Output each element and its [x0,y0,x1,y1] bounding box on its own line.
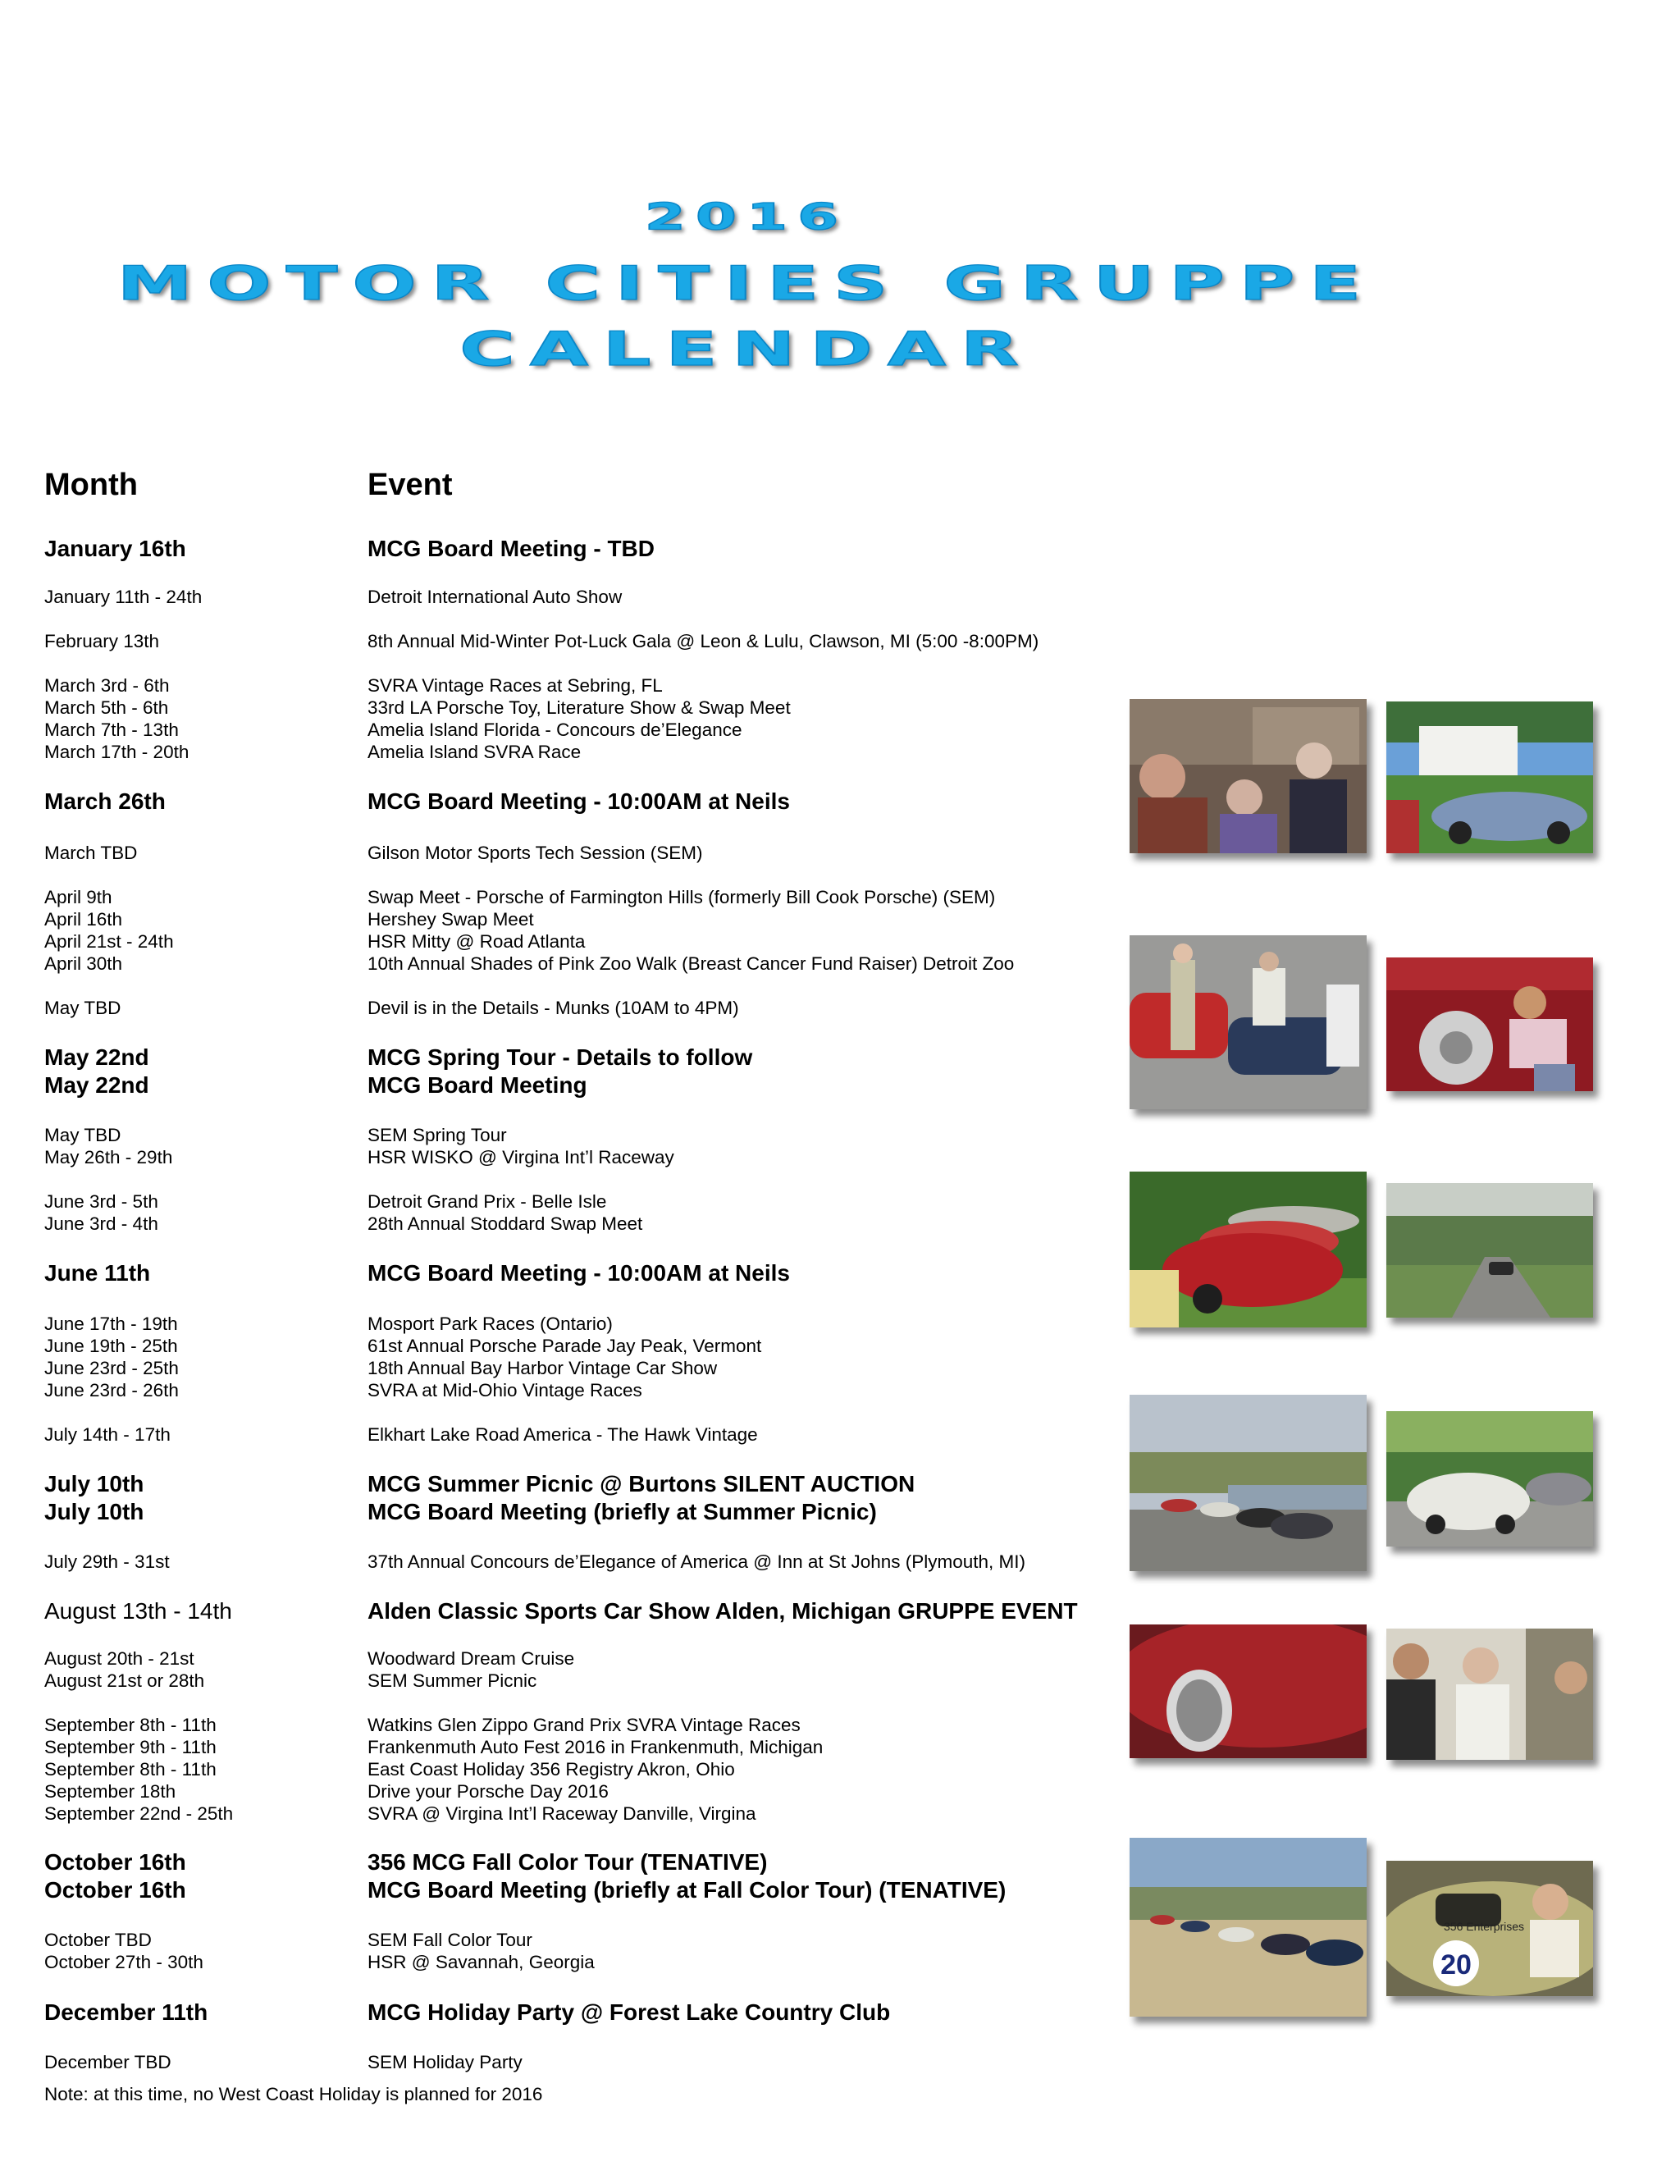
calendar-row [0,1071,1116,1099]
row-event: MCG Board Meeting (briefly at Fall Color Tour) (TENATIVE) [368,1877,1007,1903]
convertible-lawn-photo [1386,701,1593,853]
row-event: MCG Spring Tour - Details to follow [368,1044,753,1070]
red-porsche-row-photo [1130,1172,1367,1327]
calendar-row [0,1259,1116,1287]
row-event: Mosport Park Races (Ontario) [368,1314,613,1334]
row-month: September 22nd - 25th [44,1803,234,1824]
calendar-row [0,2051,1116,2073]
row-month: July 14th - 17th [44,1424,171,1445]
row-month: May 26th - 29th [44,1147,173,1167]
row-month: April 30th [44,953,123,974]
calendar-row [0,1951,1116,1973]
parking-lot-crowd-photo [1130,935,1367,1109]
row-month: June 3rd - 4th [44,1213,158,1234]
row-event: Amelia Island SVRA Race [368,742,582,762]
row-event: SEM Fall Color Tour [368,1930,532,1950]
calendar-row [0,1848,1116,1876]
row-event: SEM Summer Picnic [368,1670,537,1691]
row-month: August 13th - 14th [44,1598,232,1624]
beach-cars-photo [1130,1838,1367,2017]
calendar-row [0,953,1116,975]
row-event: Amelia Island Florida - Concours de’Elegance [368,720,742,740]
calendar-row [0,741,1116,763]
calendar-row [0,1190,1116,1213]
calendar-row [0,1714,1116,1736]
row-month: June 3rd - 5th [44,1191,158,1212]
row-month: May 22nd [44,1072,149,1098]
calendar-row [0,630,1116,652]
row-event: 10th Annual Shades of Pink Zoo Walk (Breast Cancer Fund Raiser) Detroit Zoo [368,953,1015,974]
calendar-row [0,1802,1116,1825]
calendar-row [0,1313,1116,1335]
row-event: MCG Holiday Party @ Forest Lake Country Club [368,1999,891,2025]
footnote: Note: at this time, no West Coast Holiday is planned for 2016 [44,2084,543,2104]
row-month: April 9th [44,887,112,907]
row-month: October 16th [44,1877,186,1903]
row-event: SEM Holiday Party [368,2052,523,2072]
calendar-row [0,1213,1116,1235]
race-car-number-20-photo [1386,1861,1593,1996]
title-main: MOTOR CITIES GRUPPE [116,256,1376,311]
row-month: May TBD [44,1125,121,1145]
calendar-row [0,997,1116,1019]
row-event: MCG Summer Picnic @ Burtons SILENT AUCTION [368,1471,915,1496]
row-month: June 23rd - 26th [44,1380,179,1400]
row-month: June 11th [44,1260,151,1286]
row-month: October 27th - 30th [44,1952,203,1972]
row-event: Elkhart Lake Road America - The Hawk Vintage [368,1424,758,1445]
calendar-row [0,535,1116,563]
calendar-row [0,1124,1116,1146]
lakeside-cars-photo [1130,1395,1367,1571]
calendar-row [0,719,1116,741]
row-month: September 8th - 11th [44,1715,217,1735]
row-event: MCG Board Meeting [368,1072,587,1098]
row-event: Woodward Dream Cruise [368,1648,575,1669]
white-porsche-driveway-photo [1386,1411,1593,1547]
calendar-row [0,1470,1116,1498]
row-month: July 29th - 31st [44,1551,170,1572]
row-month: June 19th - 25th [44,1336,178,1356]
calendar-row [0,1498,1116,1526]
row-month: January 16th [44,536,186,561]
row-event: SVRA at Mid-Ohio Vintage Races [368,1380,642,1400]
calendar-row [0,1597,1116,1625]
calendar-row [0,1647,1116,1670]
calendar-row [0,1335,1116,1357]
row-event: SVRA Vintage Races at Sebring, FL [368,675,663,696]
calendar-row [0,1670,1116,1692]
row-event: Frankenmuth Auto Fest 2016 in Frankenmuth, Michigan [368,1737,824,1757]
title-sub: CALENDAR [459,322,1034,377]
row-event: Devil is in the Details - Munks (10AM to 4PM) [368,998,739,1018]
calendar-row [0,1423,1116,1446]
row-month: March 5th - 6th [44,697,169,718]
calendar-row [0,1146,1116,1168]
calendar-row [0,1551,1116,1573]
row-event: 33rd LA Porsche Toy, Literature Show & Swap Meet [368,697,791,718]
row-event: MCG Board Meeting - TBD [368,536,655,561]
car-on-road-photo [1386,1183,1593,1318]
row-event: MCG Board Meeting (briefly at Summer Picnic) [368,1499,877,1524]
row-month: March 7th - 13th [44,720,179,740]
row-event: SVRA @ Virgina Int’l Raceway Danville, Virgina [368,1803,756,1824]
calendar-row [0,788,1116,816]
row-event: Detroit International Auto Show [368,587,623,607]
row-month: June 23rd - 25th [44,1358,179,1378]
row-event: HSR Mitty @ Road Atlanta [368,931,586,952]
calendar-row [0,1876,1116,1904]
calendar-row [0,1357,1116,1379]
row-event: Swap Meet - Porsche of Farmington Hills (formerly Bill Cook Porsche) (SEM) [368,887,996,907]
row-month: July 10th [44,1499,144,1524]
row-month: March TBD [44,843,138,863]
row-month: July 10th [44,1471,144,1496]
row-event: MCG Board Meeting - 10:00AM at Neils [368,788,790,814]
red-fender-closeup-photo [1130,1624,1367,1758]
row-month: March 17th - 20th [44,742,189,762]
garage-people-photo [1130,699,1367,853]
row-month: May TBD [44,998,121,1018]
calendar-row [0,1929,1116,1951]
men-talking-photo [1386,1629,1593,1760]
row-event: Hershey Swap Meet [368,909,534,930]
row-month: June 17th - 19th [44,1314,178,1334]
row-month: August 21st or 28th [44,1670,205,1691]
month-column-header: Month [44,468,138,502]
calendar-row [0,908,1116,930]
row-event: 37th Annual Concours de’Elegance of America @ Inn at St Johns (Plymouth, MI) [368,1551,1026,1572]
row-event: MCG Board Meeting - 10:00AM at Neils [368,1260,790,1286]
row-event: Drive your Porsche Day 2016 [368,1781,609,1802]
calendar-row [0,1999,1116,2026]
row-month: April 16th [44,909,123,930]
row-event: HSR @ Savannah, Georgia [368,1952,595,1972]
calendar-row [0,1044,1116,1071]
row-event: Gilson Motor Sports Tech Session (SEM) [368,843,703,863]
calendar-row [0,586,1116,608]
calendar-row [0,674,1116,697]
title-year: 2016 [644,194,849,239]
calendar-row [0,930,1116,953]
row-month: September 18th [44,1781,176,1802]
calendar-row [0,1379,1116,1401]
race-car-logo: 356 Enterprises [1444,1920,1525,1933]
row-month: August 20th - 21st [44,1648,194,1669]
child-polishing-wheel-photo [1386,957,1593,1091]
row-month: December 11th [44,1999,208,2025]
row-event: Detroit Grand Prix - Belle Isle [368,1191,607,1212]
calendar-row [0,697,1116,719]
row-month: December TBD [44,2052,171,2072]
row-event: 61st Annual Porsche Parade Jay Peak, Vermont [368,1336,762,1356]
row-event: 356 MCG Fall Color Tour (TENATIVE) [368,1849,768,1875]
row-month: September 9th - 11th [44,1737,217,1757]
row-month: March 26th [44,788,166,814]
row-month: October TBD [44,1930,152,1950]
event-column-header: Event [368,468,453,502]
row-event: East Coast Holiday 356 Registry Akron, Ohio [368,1759,735,1780]
calendar-row [0,1780,1116,1802]
row-event: SEM Spring Tour [368,1125,507,1145]
row-month: September 8th - 11th [44,1759,217,1780]
row-month: February 13th [44,631,160,651]
row-event: Watkins Glen Zippo Grand Prix SVRA Vintage Races [368,1715,801,1735]
row-month: April 21st - 24th [44,931,174,952]
row-month: October 16th [44,1849,186,1875]
row-month: March 3rd - 6th [44,675,170,696]
calendar-row [0,842,1116,864]
row-month: January 11th - 24th [44,587,203,607]
calendar-row [0,1736,1116,1758]
calendar-row [0,886,1116,908]
row-event: 8th Annual Mid-Winter Pot-Luck Gala @ Leon & Lulu, Clawson, MI (5:00 -8:00PM) [368,631,1039,651]
calendar-row [0,1758,1116,1780]
row-event: 18th Annual Bay Harbor Vintage Car Show [368,1358,718,1378]
row-month: May 22nd [44,1044,149,1070]
row-event: Alden Classic Sports Car Show Alden, Michigan GRUPPE EVENT [368,1598,1078,1624]
row-event: 28th Annual Stoddard Swap Meet [368,1213,643,1234]
race-car-number: 20 [1440,1949,1472,1981]
row-event: HSR WISKO @ Virgina Int’l Raceway [368,1147,674,1167]
